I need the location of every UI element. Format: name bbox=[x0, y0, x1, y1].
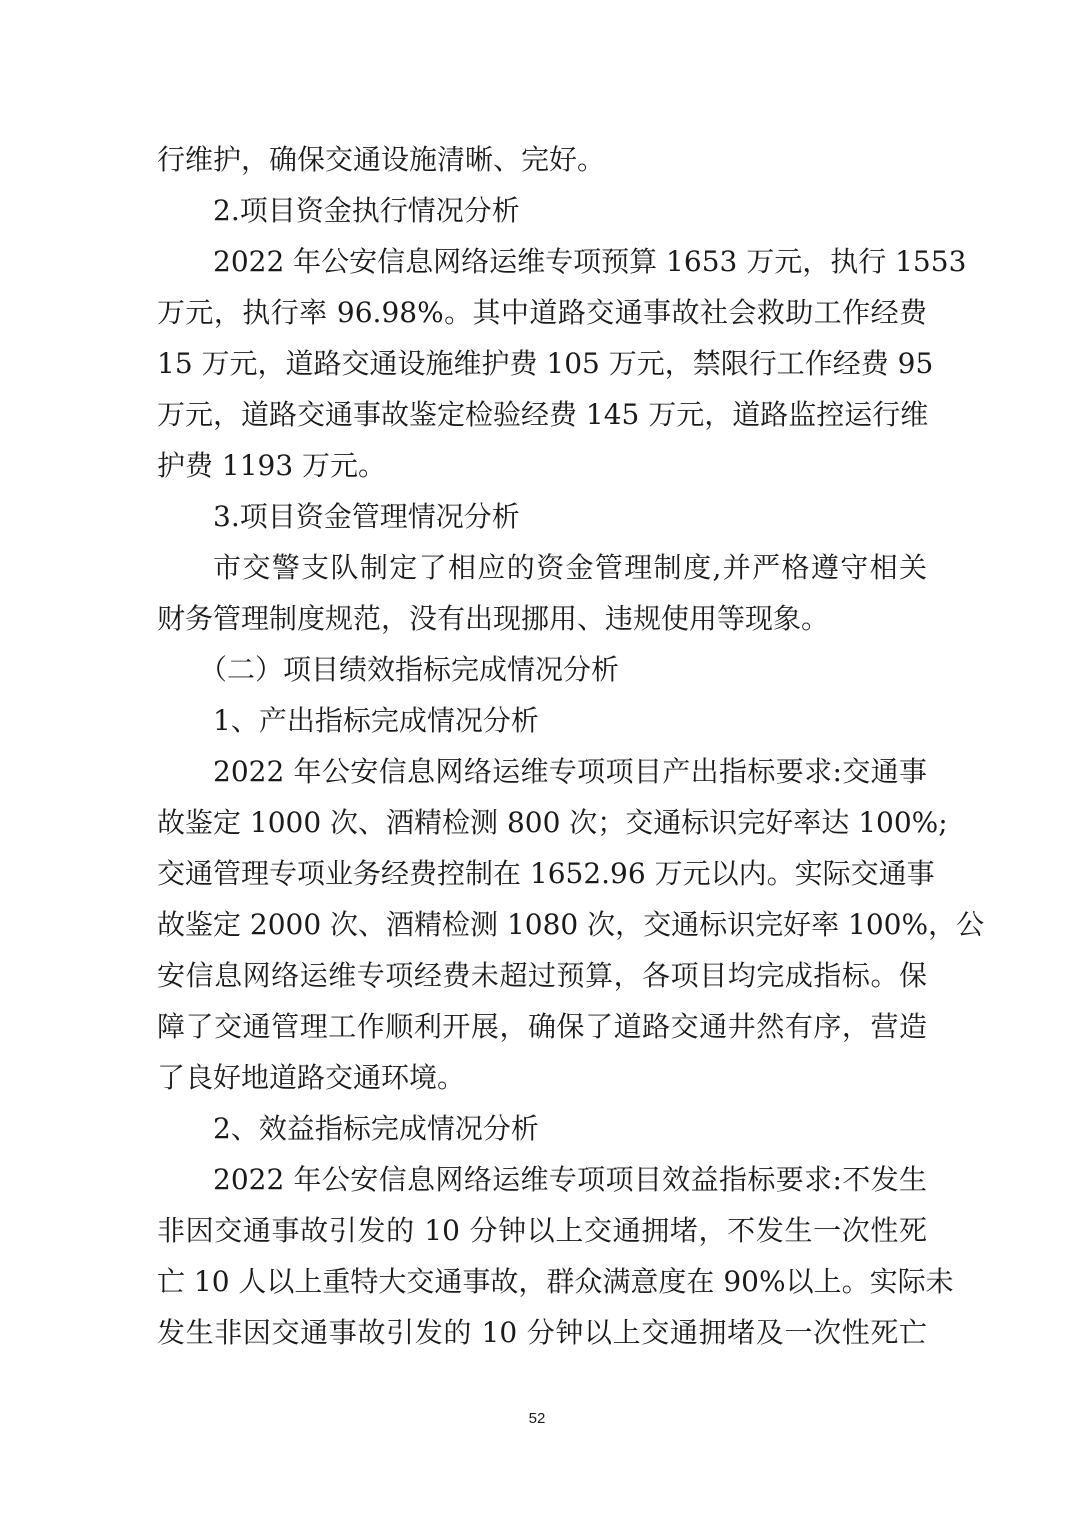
text-line-continuation: 行维护，确保交通设施清晰、完好。 bbox=[157, 143, 606, 176]
paragraph-line: 万元，执行率 96.98%。其中道路交通事故社会救助工作经费 bbox=[157, 296, 927, 329]
section-heading-benefit-indicators: 2、效益指标完成情况分析 bbox=[213, 1112, 539, 1145]
paragraph-line: 了良好地道路交通环境。 bbox=[157, 1061, 466, 1094]
paragraph-line: 非因交通事故引发的 10 分钟以上交通拥堵，不发生一次性死 bbox=[157, 1214, 927, 1247]
paragraph-line: 故鉴定 2000 次、酒精检测 1080 次，交通标识完好率 100%，公 bbox=[157, 908, 985, 941]
paragraph-line: 交通管理专项业务经费控制在 1652.96 万元以内。实际交通事 bbox=[157, 857, 935, 890]
paragraph-line: 护费 1193 万元。 bbox=[157, 449, 387, 482]
section-heading-output-indicators: 1、产出指标完成情况分析 bbox=[213, 704, 539, 737]
paragraph-line: 障了交通管理工作顺利开展，确保了道路交通井然有序，营造 bbox=[157, 1010, 927, 1043]
paragraph-line: 市交警支队制定了相应的资金管理制度,并严格遵守相关 bbox=[213, 551, 927, 584]
section-heading-fund-execution: 2.项目资金执行情况分析 bbox=[213, 194, 520, 227]
paragraph-line: 安信息网络运维专项经费未超过预算，各项目均完成指标。保 bbox=[157, 959, 927, 992]
paragraph-line: 亡 10 人以上重特大交通事故，群众满意度在 90%以上。实际未 bbox=[157, 1265, 954, 1298]
page-number: 52 bbox=[528, 1410, 546, 1427]
paragraph-line: 万元，道路交通事故鉴定检验经费 145 万元，道路监控运行维 bbox=[157, 398, 929, 431]
paragraph-line: 2022 年公安信息网络运维专项项目效益指标要求:不发生 bbox=[213, 1163, 927, 1196]
paragraph-line: 15 万元，道路交通设施维护费 105 万元，禁限行工作经费 95 bbox=[157, 347, 934, 380]
paragraph-line: 2022 年公安信息网络运维专项项目产出指标要求:交通事 bbox=[213, 755, 927, 788]
section-heading-fund-management: 3.项目资金管理情况分析 bbox=[213, 500, 520, 533]
paragraph-line: 发生非因交通事故引发的 10 分钟以上交通拥堵及一次性死亡 bbox=[157, 1316, 927, 1349]
paragraph-line: 2022 年公安信息网络运维专项预算 1653 万元，执行 1553 bbox=[213, 245, 967, 278]
paragraph-line: 故鉴定 1000 次、酒精检测 800 次；交通标识完好率达 100%; bbox=[157, 806, 948, 839]
paragraph-line: 财务管理制度规范，没有出现挪用、违规使用等现象。 bbox=[157, 602, 830, 635]
section-heading-performance: （二）项目绩效指标完成情况分析 bbox=[199, 653, 620, 686]
